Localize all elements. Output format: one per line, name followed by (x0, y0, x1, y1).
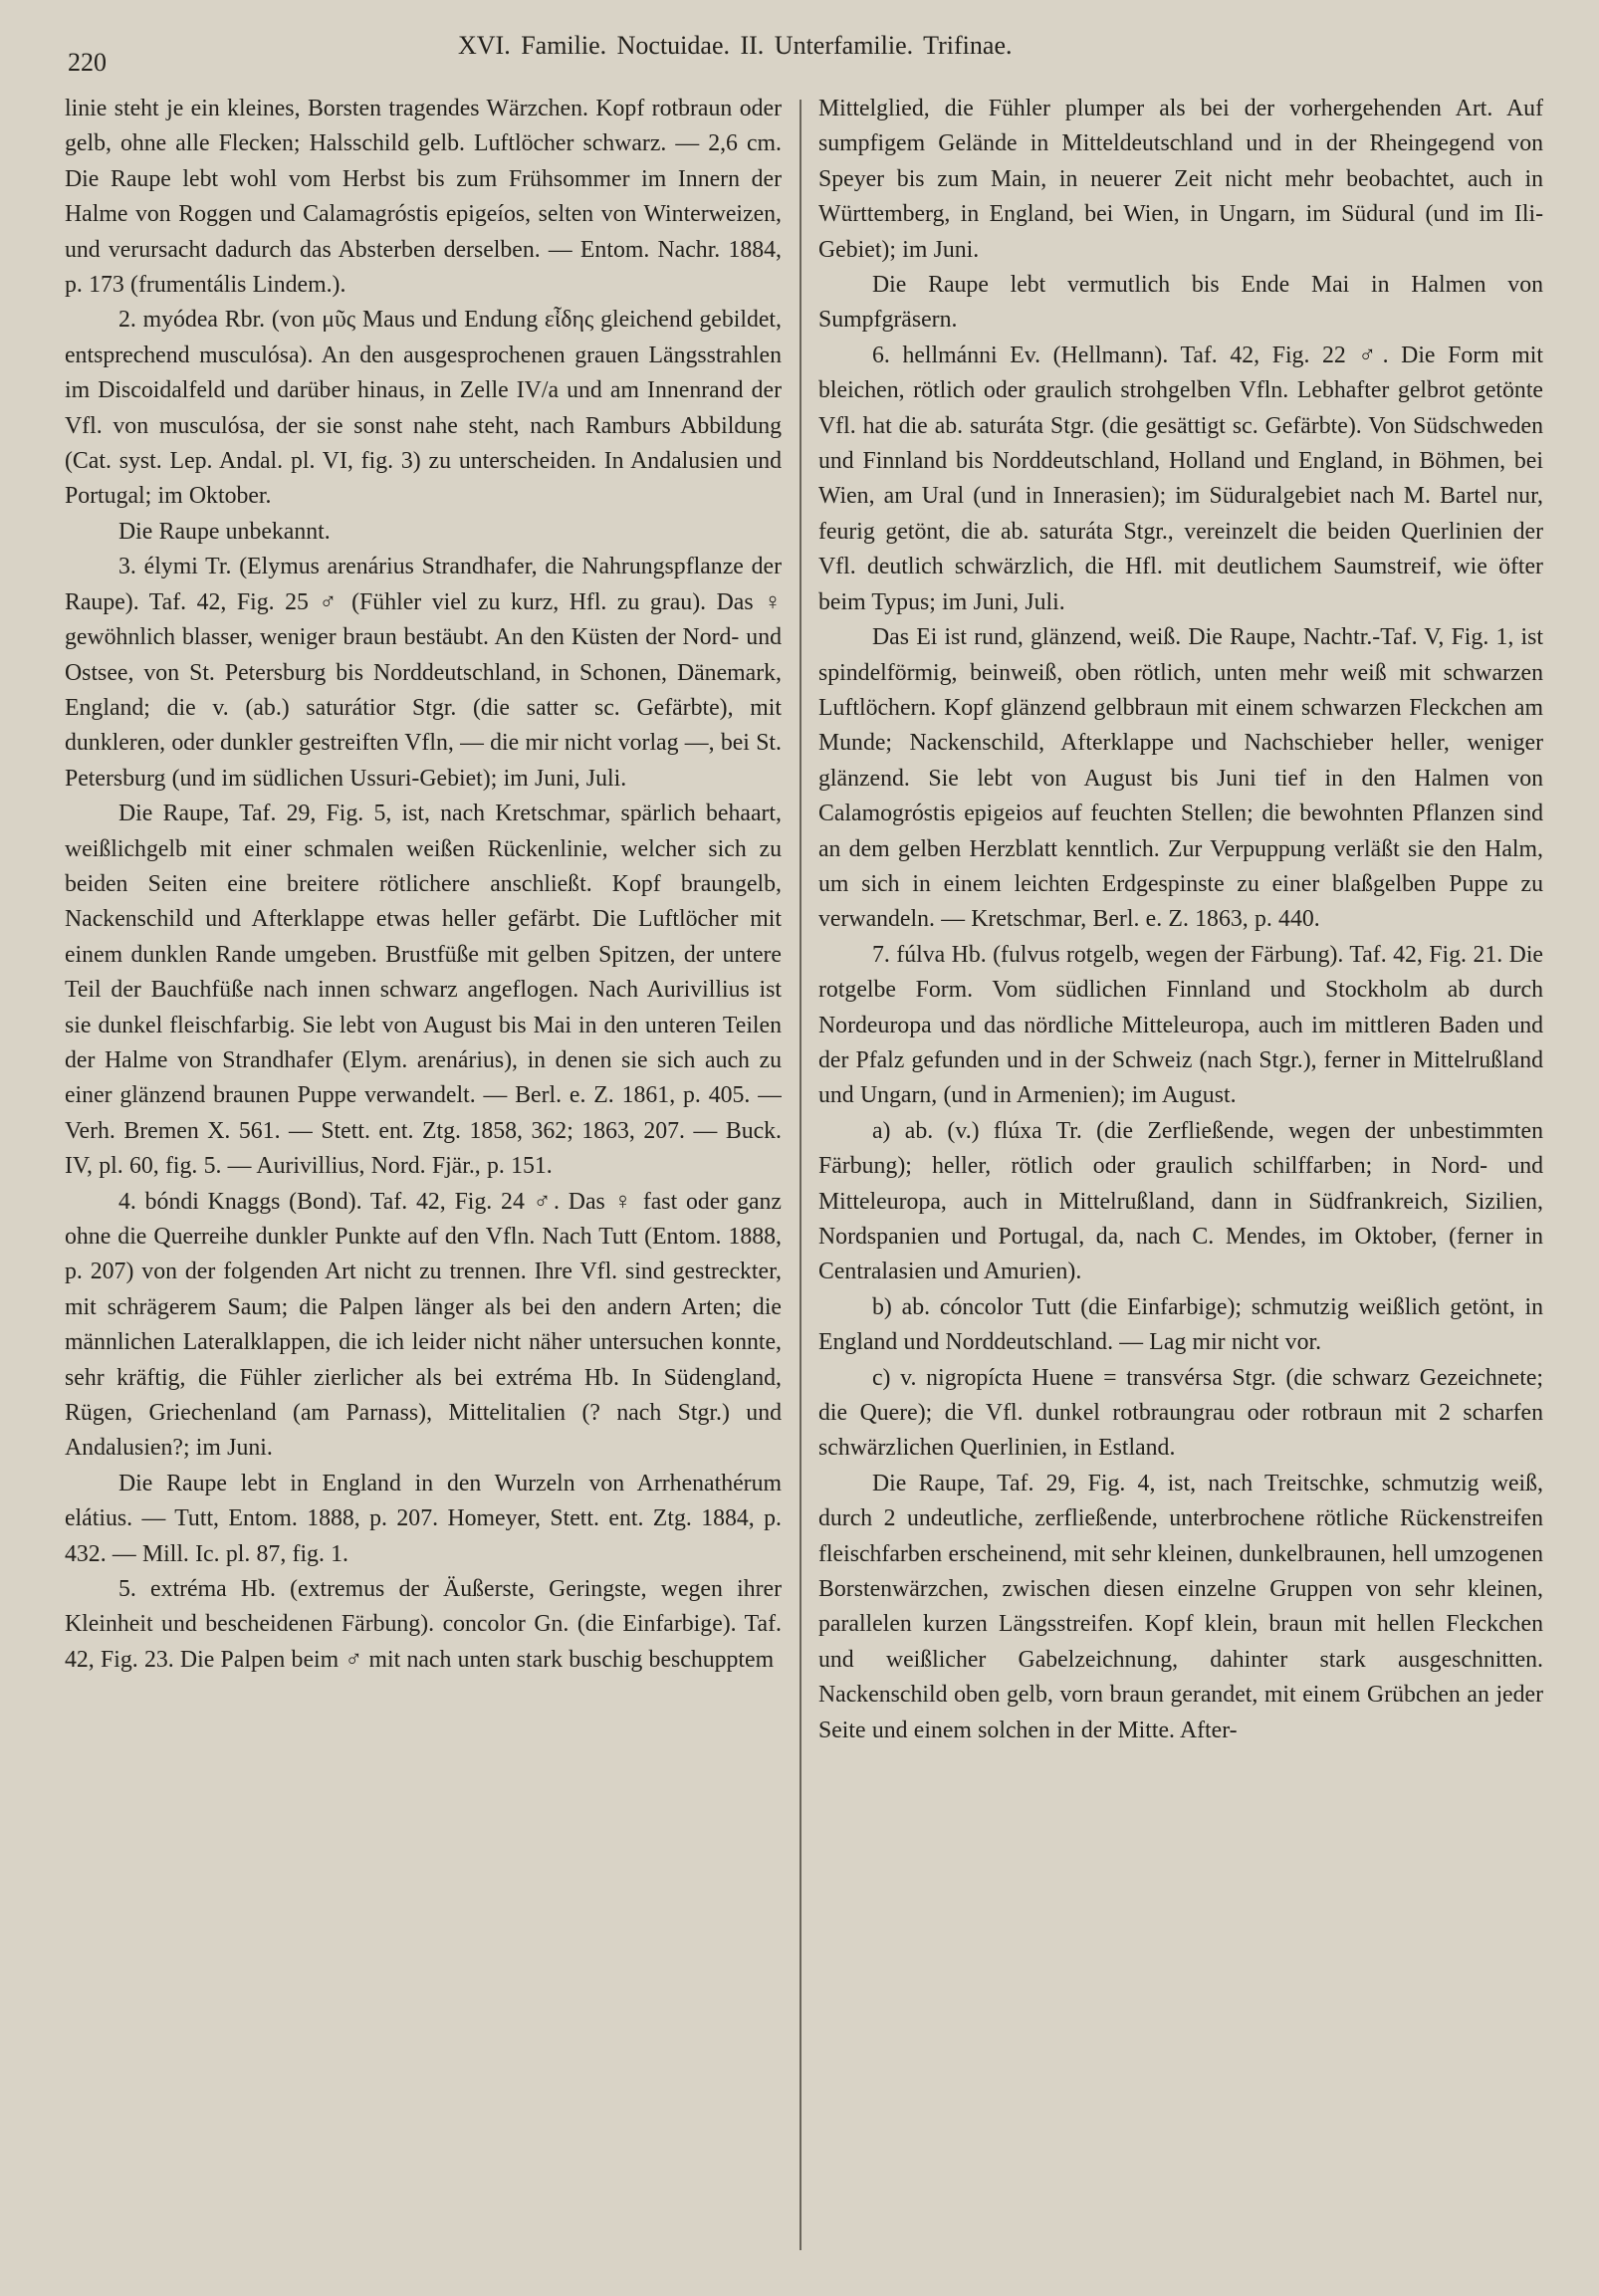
right-column (818, 92, 1543, 2257)
paragraph: Die Raupe, Taf. 29, Fig. 5, ist, nach Kretschmar, spärlich behaart, weißlichgelb mit einer schmalen weißen Rückenlinie, welcher sich zu beiden Seiten eine breitere rötlichere anschließt. Kopf braungelb, Nackenschild und Afterklappe etwas heller gefärbt. Die Luftlöcher mit einem dunklen Rande umgeben. Brustfüße mit gelben Spitzen, der untere Teil der Bauchfüße nach innen schwarz angeflogen. Nach Aurivillius ist sie dunkel fleischfarbig. Sie lebt von August bis Mai in den unteren Teilen der Halme von Strandhafer (Elym. arenárius), in denen sie sich auch zu einer glänzend braunen Puppe verwandelt. — Berl. e. Z. 1861, p. 405. — Verh. Bremen X. 561. — Stett. ent. Ztg. 1858, 362; 1863, 207. — Buck. IV, pl. 60, fig. 5. — Aurivillius, Nord. Fjär., p. 151. (65, 801, 782, 1180)
paragraph: b) ab. cóncolor Tutt (die Einfarbige); schmutzig weißlich getönt, in England und Norddeutschland. — Lag mir nicht vor. (818, 1293, 1543, 1356)
paragraph: 6. hellmánni Ev. (Hellmann). Taf. 42, Fig. 22 ♂. Die Form mit bleichen, rötlich oder graulich strohgelben Vfln. Lebhafter gelbrot getönte Vfl. hat die ab. saturáta Stgr. (die gesättigt sc. Gefärbte). Von Südschweden und Finnland bis Norddeutschland, Holland und England, in Böhmen, bei Wien, am Ural (und in Innerasien); im Süduralgebiet nach M. Bartel nur, feurig getönt, die ab. saturáta Stgr., vereinzelt die beiden Querlinien der Vfl. deutlich schwärzlich, die Hfl. mit deutlichem Saumstreif, wie öfter beim Typus; im Juni, Juli. (818, 342, 1543, 615)
paragraph: Das Ei ist rund, glänzend, weiß. Die Raupe, Nachtr.-Taf. V, Fig. 1, ist spindelförmig, beinweiß, oben rötlich, unten mehr weiß mit schwarzen Luftlöchern. Kopf glänzend gelbbraun mit einem schwarzen Fleckchen am Munde; Nackenschild, Afterklappe und Nachschieber heller, weniger glänzend. Sie lebt von August bis Juni tief in den Halmen von Calamogróstis epigeios auf feuchten Stellen; die bewohnten Pflanzen sind an dem gelben Herzblatt kenntlich. Zur Verpuppung verläßt sie den Halm, um sich in einem leichten Erdgespinste zu einer blaßgelben Puppe zu verwandeln. — Kretschmar, Berl. e. Z. 1863, p. 440. (818, 624, 1543, 933)
paragraph: Die Raupe lebt in England in den Wurzeln von Arrhenathérum elátius. — Tutt, Entom. 1888, p. 207. Homeyer, Stett. ent. Ztg. 1884, p. 432. — Mill. Ic. pl. 87, fig. 1. (65, 1470, 782, 1567)
paragraph: Die Raupe lebt vermutlich bis Ende Mai in Halmen von Sumpfgräsern. (818, 272, 1543, 334)
page-header (0, 28, 1599, 76)
paragraph: 4. bóndi Knaggs (Bond). Taf. 42, Fig. 24 ♂. Das ♀ fast oder ganz ohne die Querreihe dunkler Punkte auf den Vfln. Nach Tutt (Entom. 1888, p. 207) von der folgenden Art nicht zu trennen. Ihre Vfl. sind gestreckter, mit schrägerem Saum; die Palpen länger als bei den andern Arten; die männlichen Lateralklappen, die ich leider nicht näher untersuchen konnte, sehr kräftig, die Fühler zierlicher als bei extréma Hb. In Südengland, Rügen, Griechenland (am Parnass), Mittelitalien (? nach Stgr.) und Andalusien?; im Juni. (65, 1188, 782, 1462)
column-divider (800, 100, 801, 2250)
paragraph: 3. élymi Tr. (Elymus arenárius Strandhafer, die Nahrungspflanze der Raupe). Taf. 42, Fig. 25 ♂ (Fühler viel zu kurz, Hfl. zu grau). Das ♀ gewöhnlich blasser, weniger braun bestäubt. An den Küsten der Nord- und Ostsee, von St. Petersburg bis Norddeutschland, in Schonen, Dänemark, England; die v. (ab.) saturátior Stgr. (die satter sc. Gefärbte), mit dunkleren, oder dunkler gestreiften Vfln, — die mir nicht vorlag —, bei St. Petersburg (und im südlichen Ussuri-Gebiet); im Juni, Juli. (65, 554, 782, 792)
paragraph: 2. myódea Rbr. (von μῦς Maus und Endung εἶδης gleichend gebildet, entsprechend musculósa). An den ausgesprochenen grauen Längsstrahlen im Discoidalfeld und darüber hinaus, in Zelle IV/a und am Innenrand der Vfl. von musculósa, der sie sonst nahe steht, nach Ramburs Abbildung (Cat. syst. Lep. Andal. pl. VI, fig. 3) zu unterscheiden. In Andalusien und Portugal; im Oktober. (65, 307, 782, 510)
paragraph: Die Raupe unbekannt. (118, 518, 331, 545)
running-head: XVI. Familie. Noctuidae. II. Unterfamilie. Trifinae. (458, 31, 1013, 60)
paragraph: 7. fúlva Hb. (fulvus rotgelb, wegen der Färbung). Taf. 42, Fig. 21. Die rotgelbe Form. Vom südlichen Finnland und Stockholm ab durch Nordeuropa und das nördliche Mitteleuropa, auch im mittleren Baden und der Pfalz gefunden und in der Schweiz (nach Stgr.), ferner in Mittelrußland und Ungarn, (und in Armenien); im August. (818, 941, 1543, 1109)
left-column (65, 92, 782, 2257)
paragraph: a) ab. (v.) flúxa Tr. (die Zerfließende, wegen der unbestimmten Färbung); heller, rötlich oder graulich schilffarben; in Nord- und Mitteleuropa, auch in Mittelrußland, dann in Südfrankreich, Sizilien, Nordspanien und Portugal, da, nach C. Mendes, im Oktober, (ferner in Centralasien und Amurien). (818, 1117, 1543, 1285)
paragraph: linie steht je ein kleines, Borsten tragendes Wärzchen. Kopf rotbraun oder gelb, ohne alle Flecken; Halsschild gelb. Luftlöcher schwarz. — 2,6 cm. Die Raupe lebt wohl vom Herbst bis zum Frühsommer im Innern der Halme von Roggen und Calamagróstis epigeíos, selten von Winterweizen, und verursacht dadurch das Absterben derselben. — Entom. Nachr. 1884, p. 173 (frumentális Lindem.). (65, 96, 782, 299)
page-number: 220 (68, 48, 107, 77)
paragraph: c) v. nigropícta Huene = transvérsa Stgr. (die schwarz Gezeichnete; die Quere); die Vfl. dunkel rotbraungrau oder rotbraun mit 2 scharfen schwärzlichen Querlinien, in Estland. (818, 1364, 1543, 1462)
paragraph: Die Raupe, Taf. 29, Fig. 4, ist, nach Treitschke, schmutzig weiß, durch 2 undeutliche, zerfließende, unterbrochene rötliche Rückenstreifen fleischfarben erscheinend, mit sehr kleinen, dunkelbraunen, hell umzogenen Borstenwärzchen, zwischen diesen einzelne Gruppen von sehr kleinen, parallelen kurzen Längsstreifen. Kopf klein, braun mit hellen Fleckchen und weißlicher Gabelzeichnung, dahinter stark ausgeschnitten. Nackenschild oben gelb, vorn braun gerandet, mit einem Grübchen an jeder Seite und einem solchen in der Mitte. After- (818, 1470, 1543, 1743)
paragraph: Mittelglied, die Fühler plumper als bei der vorhergehenden Art. Auf sumpfigem Gelände in Mitteldeutschland und in der Rheingegend von Speyer bis zum Main, in neuerer Zeit nicht mehr beobachtet, auch in Württemberg, in England, bei Wien, in Ungarn, im Südural (und im Ili-Gebiet); im Juni. (818, 96, 1543, 263)
paragraph: 5. extréma Hb. (extremus der Äußerste, Geringste, wegen ihrer Kleinheit und bescheidenen Färbung). concolor Gn. (die Einfarbige). Taf. 42, Fig. 23. Die Palpen beim ♂ mit nach unten stark buschig beschupptem (65, 1576, 782, 1673)
